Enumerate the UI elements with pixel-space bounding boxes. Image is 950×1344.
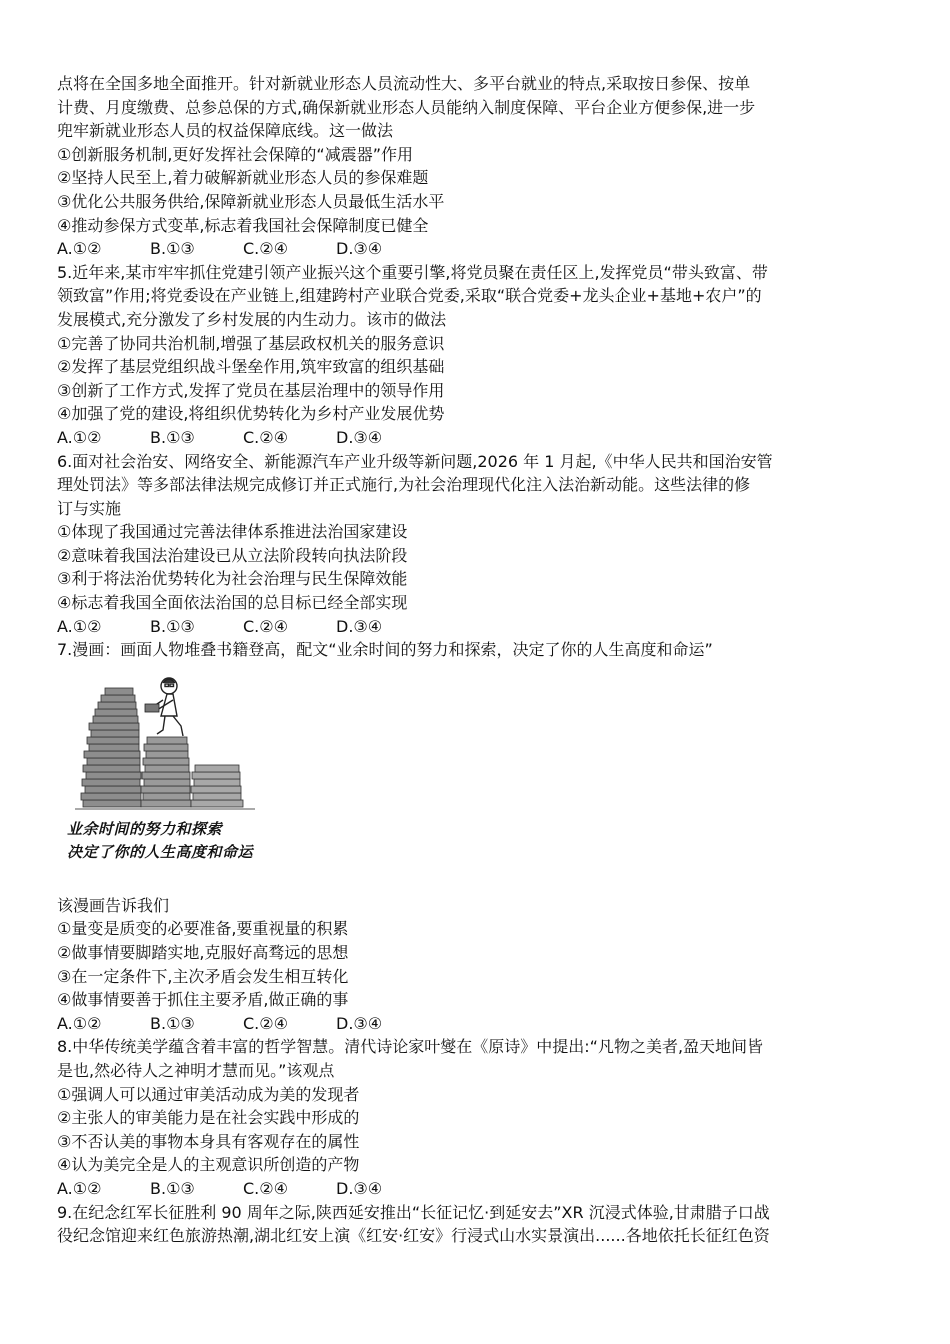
q4-item-1: ①创新服务机制,更好发挥社会保障的“减震器”作用 <box>57 144 414 164</box>
carried-book <box>145 704 159 712</box>
q9-stem-line-2: 役纪念馆迎来红色旅游热潮,湖北红安上演《红安·红安》行浸式山水实景演出......各地依托长征红色资 <box>57 1226 770 1246</box>
q5-item-3: ③创新了工作方式,发挥了党员在基层治理中的领导作用 <box>57 380 445 400</box>
q5-option-c: C.②④ <box>243 427 288 447</box>
q4-item-2: ②坚持人民至上,着力破解新就业形态人员的参保难题 <box>57 168 429 188</box>
q8-option-c: C.②④ <box>243 1178 288 1198</box>
cartoon-illustration <box>65 668 265 890</box>
q5-item-4: ④加强了党的建设,将组织优势转化为乡村产业发展优势 <box>57 404 445 424</box>
q7-option-a: A.①② <box>57 1013 102 1033</box>
q5-item-1: ①完善了协同共治机制,增强了基层政权机关的服务意识 <box>57 333 445 353</box>
q6-item-1: ①体现了我国通过完善法律体系推进法治国家建设 <box>57 522 408 542</box>
cartoon-caption-line-1: 业余时间的努力和探索 <box>67 819 223 838</box>
q4-item-3: ③优化公共服务供给,保障新就业形态人员最低生活水平 <box>57 191 445 211</box>
q8-options <box>57 1177 895 1201</box>
q8-stem-line-2: 是也,然必待人之神明才慧而见。”该观点 <box>57 1061 335 1080</box>
q8-option-d: D.③④ <box>336 1178 383 1198</box>
q8-option-b: B.①③ <box>150 1178 195 1198</box>
q5-option-d: D.③④ <box>336 427 383 447</box>
q7-option-b: B.①③ <box>150 1013 195 1033</box>
q7-lead-in: 该漫画告诉我们 <box>57 895 170 915</box>
q5-stem-line-3: 发展模式,充分激发了乡村发展的内生动力。该市的做法 <box>57 309 447 329</box>
q5-stem-line-2: 领致富”作用;将党委设在产业链上,组建跨村产业联合党委,采取“联合党委+龙头企业+基地+农户”的 <box>57 286 762 306</box>
q4-stem-line-1: 点将在全国多地全面推开。针对新就业形态人员流动性大、多平台就业的特点,采取按日参保、按单 <box>57 74 751 93</box>
q6-options <box>57 615 895 639</box>
question-7 <box>57 638 895 1035</box>
q6-option-d: D.③④ <box>336 616 383 636</box>
q8-stem-line-1: 8.中华传统美学蕴含着丰富的哲学智慧。清代诗论家叶燮在《原诗》中提出:“凡物之美者,盈天地间皆 <box>57 1037 764 1057</box>
q4-option-c: C.②④ <box>243 239 288 259</box>
q4-item-4: ④推动参保方式变革,标志着我国社会保障制度已健全 <box>57 215 429 235</box>
q8-item-2: ②主张人的审美能力是在社会实践中形成的 <box>57 1108 360 1128</box>
q6-item-2: ②意味着我国法治建设已从立法阶段转向执法阶段 <box>57 545 408 565</box>
q6-stem-line-3: 订与实施 <box>57 498 122 518</box>
q7-stem-line-1: 7.漫画：画面人物堆叠书籍登高，配文“业余时间的努力和探索，决定了你的人生高度和命运” <box>57 640 713 660</box>
q8-item-4: ④认为美完全是人的主观意识所创造的产物 <box>57 1155 360 1175</box>
question-5 <box>57 261 895 450</box>
q7-item-3: ③在一定条件下,主次矛盾会发生相互转化 <box>57 966 349 986</box>
q7-option-c: C.②④ <box>243 1013 288 1033</box>
q4-option-d: D.③④ <box>336 239 383 259</box>
question-8 <box>57 1035 895 1200</box>
q7-item-1: ①量变是质变的必要准备,要重视量的积累 <box>57 919 349 939</box>
q6-option-a: A.①② <box>57 616 102 636</box>
q8-option-a: A.①② <box>57 1178 102 1198</box>
q7-options <box>57 1012 895 1036</box>
q7-item-4: ④做事情要善于抓住主要矛盾,做正确的事 <box>57 990 349 1010</box>
q5-options <box>57 426 895 450</box>
q4-options <box>57 237 895 261</box>
q6-stem-line-2: 理处罚法》等多部法律法规完成修订并正式施行,为社会治理现代化注入法治新动能。这些法律的修 <box>57 475 751 495</box>
q5-option-b: B.①③ <box>150 427 195 447</box>
q4-option-a: A.①② <box>57 239 102 259</box>
q8-item-1: ①强调人可以通过审美活动成为美的发现者 <box>57 1084 360 1104</box>
q5-option-a: A.①② <box>57 427 102 447</box>
question-9 <box>57 1201 895 1248</box>
q6-option-b: B.①③ <box>150 616 195 636</box>
q7-option-d: D.③④ <box>336 1013 383 1033</box>
question-4 <box>57 72 895 261</box>
q8-item-3: ③不否认美的事物本身具有客观存在的属性 <box>57 1131 360 1151</box>
q5-stem-line-1: 5.近年来,某市牢牢抓住党建引领产业振兴这个重要引擎,将党员聚在责任区上,发挥党员“带头致富、带 <box>57 262 768 282</box>
q6-item-3: ③利于将法治优势转化为社会治理与民生保障效能 <box>57 569 408 589</box>
exam-page <box>57 72 895 1248</box>
q4-option-b: B.①③ <box>150 239 195 259</box>
q5-item-2: ②发挥了基层党组织战斗堡垒作用,筑牢致富的组织基础 <box>57 357 445 377</box>
cartoon-caption-line-2: 决定了你的人生高度和命运 <box>67 842 254 861</box>
q6-option-c: C.②④ <box>243 616 288 636</box>
cartoon-drawing <box>65 668 265 818</box>
q4-stem-line-2: 计费、月度缴费、总参总保的方式,确保新就业形态人员能纳入制度保障、平台企业方便参保,进一步 <box>57 97 756 117</box>
q4-stem-line-3: 兜牢新就业形态人员的权益保障底线。这一做法 <box>57 121 394 141</box>
q6-stem-line-1: 6.面对社会治安、网络安全、新能源汽车产业升级等新问题,2026 年 1 月起,《中华人民共和国治安管 <box>57 451 773 471</box>
q9-stem-line-1: 9.在纪念红军长征胜利 90 周年之际,陕西延安推出“长征记忆·到延安去”XR 沉浸式体验,甘肃腊子口战 <box>57 1202 770 1222</box>
q7-item-2: ②做事情要脚踏实地,克服好高骛远的思想 <box>57 943 349 963</box>
question-6 <box>57 450 895 639</box>
q6-item-4: ④标志着我国全面依法治国的总目标已经全部实现 <box>57 593 408 613</box>
